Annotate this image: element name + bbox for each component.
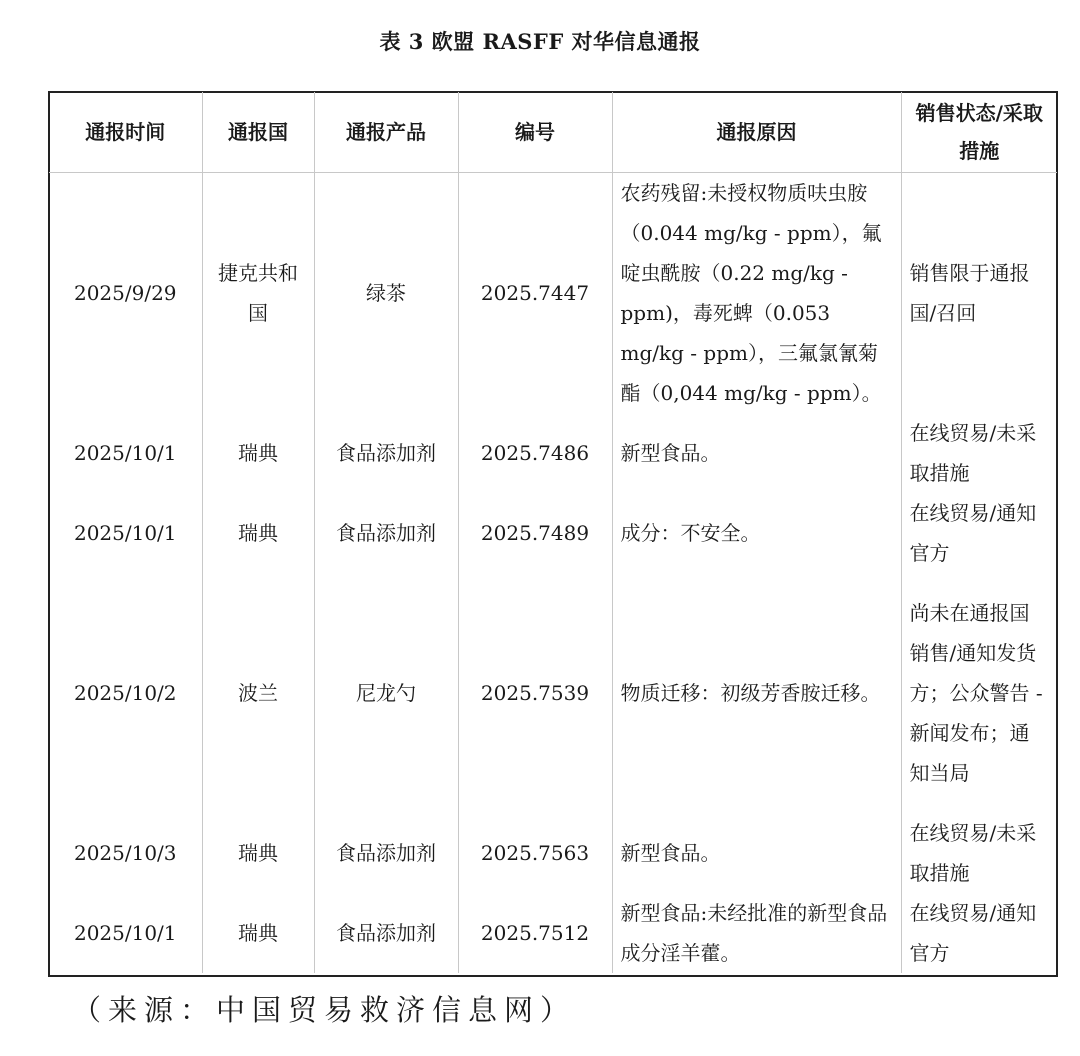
- cell-product: 绿茶: [314, 173, 458, 414]
- cell-country: 瑞典: [202, 813, 314, 893]
- table-row: [49, 573, 1057, 813]
- cell-time: 2025/10/1: [73, 521, 177, 545]
- cell-country: 捷克共和国: [202, 173, 314, 414]
- cell-product: 食品添加剂: [314, 413, 458, 493]
- cell-reason: 成分：不安全。: [612, 493, 901, 573]
- cell-status: 在线贸易/通知官方: [901, 493, 1057, 573]
- cell-time: 2025/10/2: [73, 681, 177, 705]
- table-row: [49, 493, 1057, 573]
- cell-number: 2025.7447: [458, 173, 612, 414]
- cell-product: 尼龙勺: [314, 573, 458, 813]
- table-row: [49, 813, 1057, 893]
- cell-time: 2025/9/29: [73, 281, 177, 305]
- cell-number: 2025.7539: [458, 573, 612, 813]
- cell-reason: 物质迁移：初级芳香胺迁移。: [612, 573, 901, 813]
- cell-status: 销售限于通报国/召回: [901, 173, 1057, 414]
- cell-country: 波兰: [202, 573, 314, 813]
- cell-number: 2025.7563: [458, 813, 612, 893]
- cell-number: 2025.7486: [458, 413, 612, 493]
- cell-number: 2025.7489: [458, 493, 612, 573]
- header-number: 编号: [458, 92, 612, 173]
- cell-country: 瑞典: [202, 493, 314, 573]
- cell-number: 2025.7512: [458, 893, 612, 973]
- cell-status: 在线贸易/未采取措施: [901, 813, 1057, 893]
- cell-time: 2025/10/3: [73, 841, 177, 865]
- table-row: [49, 413, 1057, 493]
- cell-product: 食品添加剂: [314, 893, 458, 973]
- table-header-row: [49, 92, 1057, 173]
- cell-country: 瑞典: [202, 413, 314, 493]
- cell-status: 尚未在通报国销售/通知发货方；公众警告 - 新闻发布；通知当局: [901, 573, 1057, 813]
- header-reason: 通报原因: [612, 92, 901, 173]
- table-row: [49, 893, 1057, 973]
- header-product: 通报产品: [314, 92, 458, 173]
- cell-time: 2025/10/1: [73, 441, 177, 465]
- header-country: 通报国: [202, 92, 314, 173]
- cell-reason: 新型食品。: [612, 813, 901, 893]
- cell-status: 在线贸易/通知官方: [901, 893, 1057, 973]
- cell-status: 在线贸易/未采取措施: [901, 413, 1057, 493]
- cell-reason: 新型食品:未经批准的新型食品成分淫羊藿。: [612, 893, 901, 973]
- cell-time: 2025/10/1: [73, 921, 177, 945]
- header-status: 销售状态/采取措施: [901, 92, 1057, 173]
- cell-product: 食品添加剂: [314, 813, 458, 893]
- cell-product: 食品添加剂: [314, 493, 458, 573]
- cell-country: 瑞典: [202, 893, 314, 973]
- cell-reason: 新型食品。: [612, 413, 901, 493]
- rasff-table: [49, 92, 1057, 973]
- table-row: [49, 173, 1057, 414]
- source-note: （来源：中国贸易救济信息网）: [72, 993, 577, 1027]
- table-title: 表 3 欧盟 RASFF 对华信息通报: [379, 29, 701, 54]
- cell-reason: 农药残留:未授权物质呋虫胺（0.044 mg/kg - ppm），氟啶虫酰胺（0.22 mg/kg - ppm)，毒死蜱（0.053 mg/kg - ppm），三氟氯氰菊酯（0,044 mg/kg - ppm）。: [612, 173, 901, 414]
- header-time: 通报时间: [49, 92, 202, 173]
